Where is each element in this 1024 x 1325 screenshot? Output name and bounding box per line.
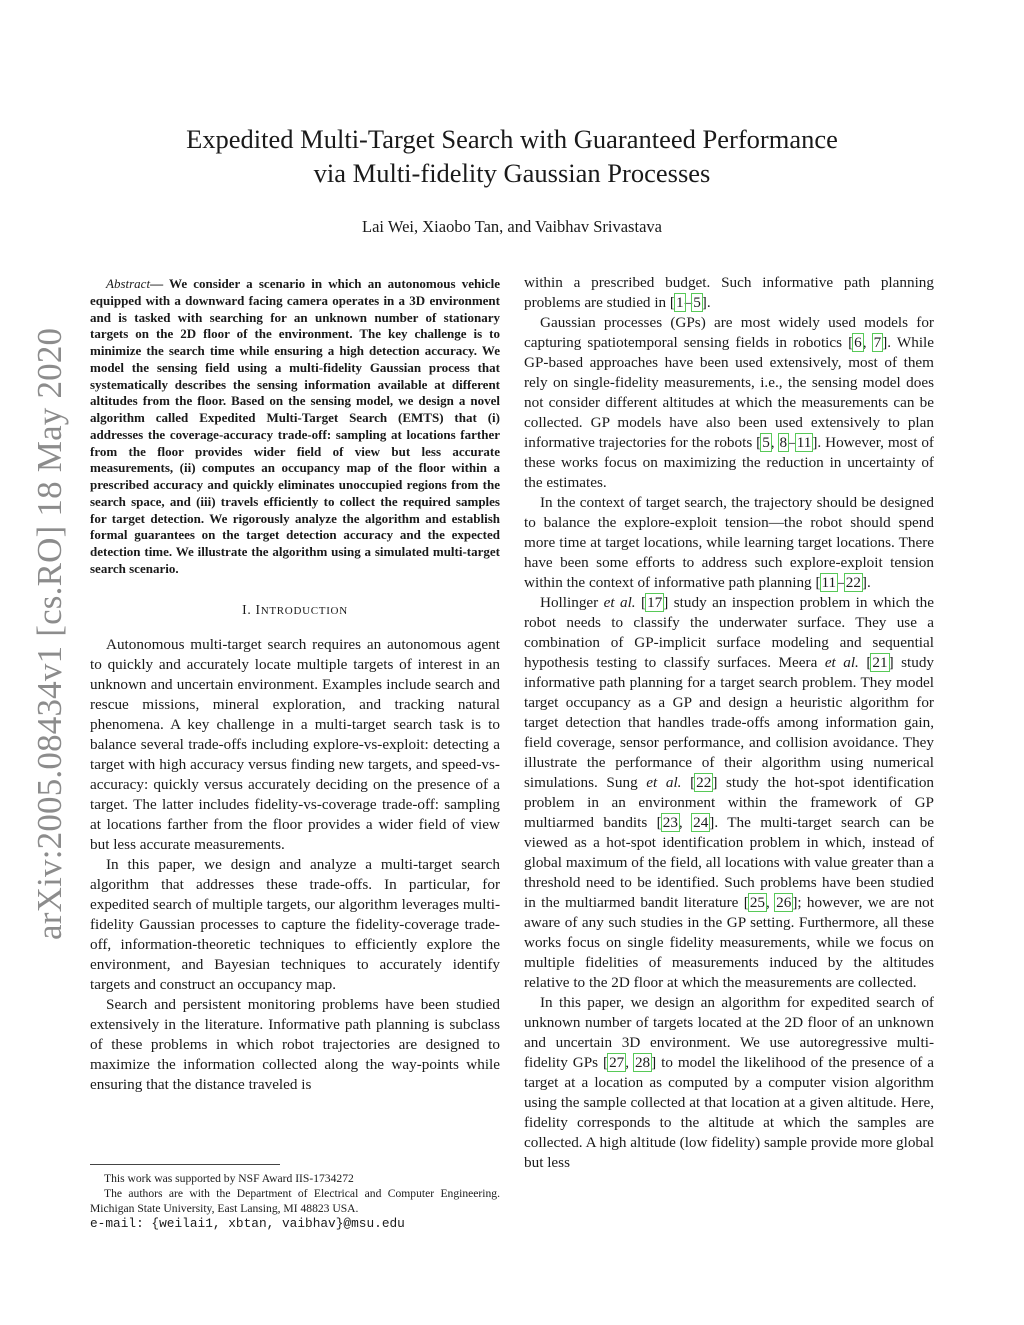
- citation-link[interactable]: 1: [676, 294, 684, 311]
- citation-link[interactable]: 5: [693, 294, 701, 311]
- footnote-divider: [90, 1164, 280, 1165]
- citation-link[interactable]: 22: [845, 574, 861, 591]
- text-run: [: [681, 774, 696, 791]
- text-run: ]. The multi-target search can be viewed as a hot-spot identification problem in which, instead of global maximum of the field, all locations with value greater than a threshold need to be identified. Such problems have been studied in the multiarmed bandit literature [: [524, 814, 935, 911]
- citation-link[interactable]: 11: [796, 434, 812, 451]
- left-column: [90, 273, 500, 1095]
- citation-link[interactable]: 24: [693, 814, 709, 831]
- citation-link[interactable]: 28: [634, 1054, 651, 1071]
- text-run: ,: [862, 334, 873, 351]
- et-al: et al.: [603, 594, 636, 611]
- abstract-dash: —: [150, 276, 170, 291]
- abstract-text: We consider a scenario in which an autonomous vehicle equipped with a downward facing camera operates in a 3D environment and is tasked with searching for an unknown number of stationary targets on the 2D floor of the environment. The key challenge is to minimize the search time while ensuring a high detection accuracy. We model the sensing field using a multi-fidelity Gaussian process that systematically describes the sensing information available at different altitudes from the floor. Based on the sensing model, we design a novel algorithm called Expedited Multi-Target Search (EMTS) that (i) addresses the coverage-accuracy trade-off: sampling at locations farther from the floor provides wider field of view but less accurate measurements, (ii) computes an occupancy map of the floor within a prescribed accuracy and quickly eliminates unoccupied regions from the search space, and (iii) travels efficiently to collect the required samples for target detection. We rigorously analyze the algorithm and establish formal guarantees on the target detection accuracy and the expected detection time. We illustrate the algorithm using a simulated multi-target search scenario.: [90, 276, 501, 576]
- text-run: –: [684, 294, 693, 311]
- citation-link[interactable]: 25: [749, 894, 765, 911]
- text-run: ] study an inspection problem in which the robot needs to classify the underwater surface. They use a combination of GP-implicit surface modeling and sequential hypothesis testing to classify surfaces. Meera: [524, 594, 934, 671]
- title-line-2: via Multi-fidelity Gaussian Processes: [313, 158, 711, 188]
- paper-title: [130, 122, 894, 190]
- et-al: et al.: [646, 774, 682, 791]
- footnotes: [90, 1171, 500, 1231]
- abstract: [90, 276, 500, 578]
- citation-link[interactable]: 17: [647, 594, 663, 611]
- text-run: ]. While GP-based approaches have been used extensively, most of them rely on single-fidelity measurements, i.e., the sensing model does not consider different altitudes at which the measurements can be collected. GP models have also been used extensively to plan informative trajectories for the robots [: [524, 334, 934, 451]
- text-run: In the context of target search, the trajectory should be designed to balance the explore-exploit tension—the robot should spend more time at target locations, while learning target locations. There have been some efforts to address such explore-exploit tension within the context of informative path planning [: [524, 494, 934, 591]
- et-al: et al.: [824, 654, 859, 671]
- arxiv-identifier: arXiv:2005.08434v1 [cs.RO] 18 May 2020: [30, 327, 69, 940]
- paragraph: [524, 313, 934, 493]
- citation-link[interactable]: 26: [776, 894, 792, 911]
- affiliation-note: The authors are with the Department of Electrical and Computer Engineering. Michigan State University, East Lansing, MI 48823 USA.: [90, 1187, 500, 1215]
- text-run: [: [635, 594, 647, 611]
- section-title-smallcaps: NTRODUCTION: [260, 604, 348, 617]
- text-run: ]. However, most of these works focus on maximizing the reduction in uncertainty of the estimates.: [524, 434, 934, 491]
- citation-link[interactable]: 5: [762, 434, 770, 451]
- citation-link[interactable]: 22: [696, 774, 712, 791]
- paragraph: Autonomous multi-target search requires an autonomous agent to quickly and accurately locate multiple targets of interest in an unknown and uncertain environment. Examples include search and rescue missions, mineral exploration, and tracking natural phenomena. A key challenge in a multi-target search task is to balance several trade-offs including explore-vs-exploit: detecting a target with high accuracy versus finding new targets, and speed-vs-accuracy: quickly versus accurately deciding on the presence of a target. The latter includes fidelity-vs-coverage trade-off: sampling at locations farther from the floor provides a wider field of view but less accurate measurements.: [90, 635, 500, 853]
- text-run: ,: [766, 894, 776, 911]
- email-address: e-mail: {weilai1, xbtan, vaibhav}@msu.edu: [90, 1216, 405, 1231]
- paragraph: [524, 993, 934, 1173]
- text-run: Hollinger: [540, 594, 604, 611]
- citation-link[interactable]: 27: [609, 1054, 625, 1071]
- citation-link[interactable]: 21: [872, 654, 888, 671]
- text-run: [: [858, 654, 872, 671]
- text-run: ].: [861, 574, 871, 591]
- citation-link[interactable]: 23: [662, 814, 678, 831]
- paragraph: [524, 273, 934, 313]
- abstract-label: Abstract: [106, 276, 151, 291]
- text-run: within a prescribed budget. Such informative path planning problems are studied in [: [524, 274, 934, 311]
- citation-link[interactable]: 7: [873, 334, 882, 351]
- text-run: ] study informative path planning for a target search problem. They model target occupancy as a GP and design a heuristic algorithm for target detection that handles trade-offs among information gain, field coverage, sensor performance, and collision avoidance. They illustrate the performance of their algorithm using numerical simulations. Sung: [524, 654, 935, 791]
- text-run: ,: [678, 814, 693, 831]
- text-run: Gaussian processes (GPs) are most widely used models for capturing spatiotemporal sensing fields in robotics [: [524, 314, 934, 351]
- text-run: ] to model the likelihood of the presence of a target at a location as computed by a computer vision algorithm using the sample collected at that location at a given altitude. Here, fidelity corresponds to the altitude at which the samples are collected. A high altitude (low fidelity) sample provide more global but less: [524, 1054, 934, 1171]
- funding-note: This work was supported by NSF Award IIS-1734272: [104, 1172, 354, 1185]
- citation-link[interactable]: 11: [821, 574, 837, 591]
- text-run: In this paper, we design an algorithm for expedited search of unknown number of targets located at the 2D floor of an unknown and uncertain 3D environment. We use autoregressive multi-fidelity GPs [: [524, 994, 934, 1071]
- author-list: Lai Wei, Xiaobo Tan, and Vaibhav Srivastava: [362, 217, 662, 236]
- text-run: –: [837, 574, 845, 591]
- text-run: ]; however, we are not aware of any such studies in the GP setting. Furthermore, all these works focus on single fidelity measurements, while we focus on multiple fidelities of measurements induced by the altitudes relative to the 2D floor at which the measurements are collected.: [524, 894, 934, 991]
- citation-link[interactable]: 6: [854, 334, 862, 351]
- text-run: –: [788, 434, 796, 451]
- paragraph: In this paper, we design and analyze a multi-target search algorithm that addresses these trade-offs. In particular, for expedited search of multiple targets, our algorithm leverages multi-fidelity Gaussian processes to capture the fidelity-coverage trade-off, information-theoretic techniques to efficiently explore the environment, and Bayesian techniques to accurately identify targets and construct an occupancy map.: [90, 855, 500, 993]
- title-line-1: Expedited Multi-Target Search with Guaranteed Performance: [186, 124, 838, 154]
- email-note: [90, 1216, 500, 1231]
- text-run: ,: [625, 1054, 634, 1071]
- text-run: ].: [701, 294, 711, 311]
- paragraph: Search and persistent monitoring problems have been studied extensively in the literature. Informative path planning is subclass of these problems in which robot trajectories are designed to maximize the information collected along the way-points while ensuring that the distance traveled is: [90, 995, 500, 1093]
- paragraph: [524, 493, 934, 593]
- section-heading-introduction: [90, 600, 500, 621]
- text-run: ,: [770, 434, 779, 451]
- citation-link[interactable]: 8: [779, 434, 788, 451]
- paragraph: [524, 593, 934, 993]
- section-numeral: I. I: [242, 601, 261, 617]
- text-run: ] study the hot-spot identification problem in an environment within the framework of GP multiarmed bandits [: [524, 774, 935, 831]
- right-column: [524, 273, 934, 1173]
